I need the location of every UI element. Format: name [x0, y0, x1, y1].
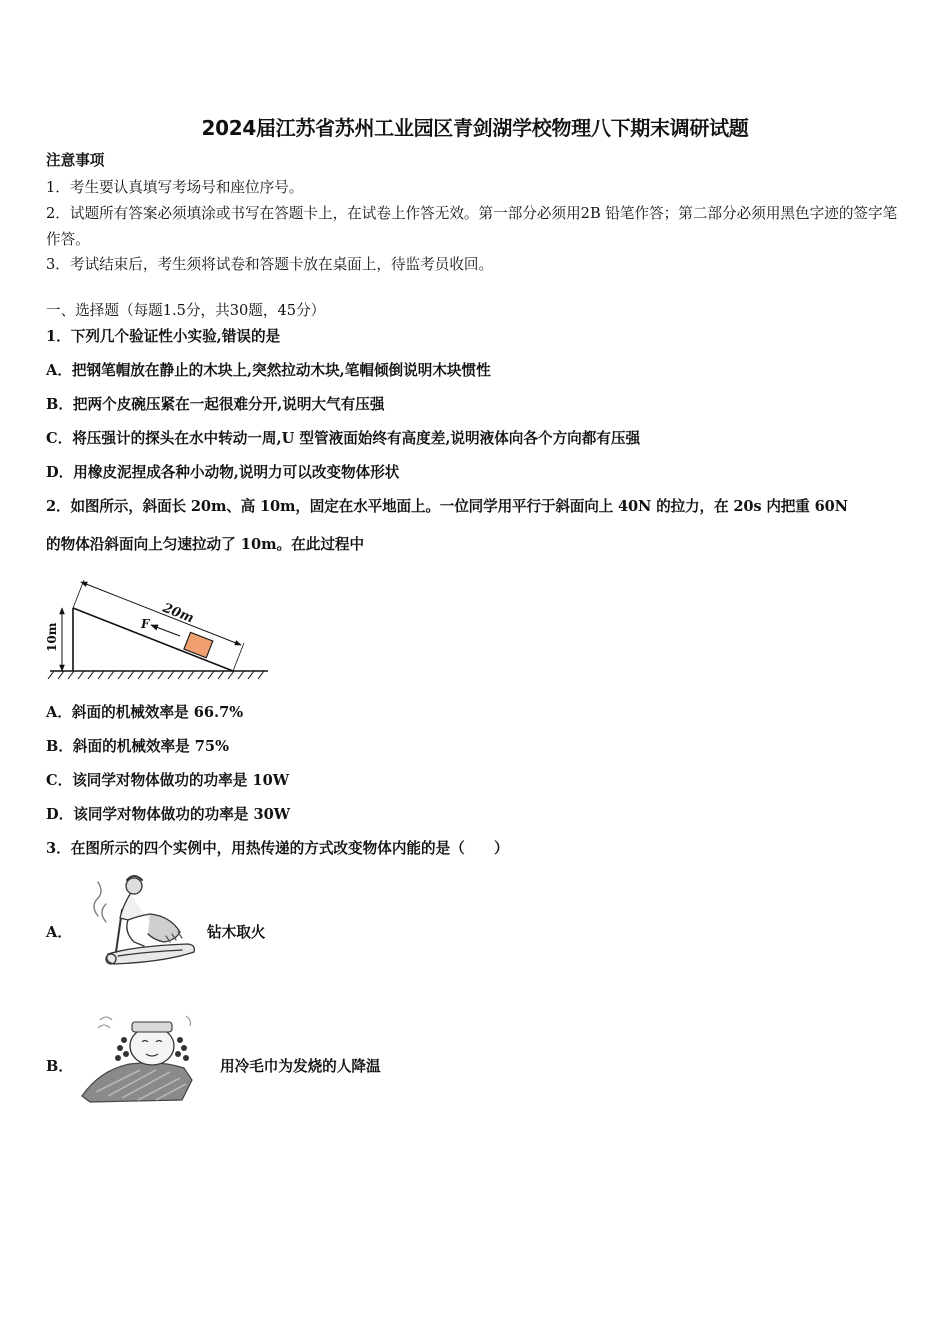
option: D．用橡皮泥捏成各种小动物,说明力可以改变物体形状	[46, 464, 400, 481]
option: D．该同学对物体做功的功率是 30W	[46, 806, 291, 823]
smoke	[102, 904, 106, 922]
option: A．斜面的机械效率是 66.7%	[46, 704, 244, 721]
question-stem-continued: 的物体沿斜面向上匀速拉动了 10m。在此过程中	[46, 536, 365, 553]
section-heading: 一、选择题（每题1.5分，共30题，45分）	[46, 302, 326, 319]
option-caption: 用冷毛巾为发烧的人降温	[220, 1058, 381, 1075]
log	[107, 944, 195, 964]
option: C．将压强计的探头在水中转动一周,U 型管液面始终有高度差,说明液体向各个方向都有压强	[46, 430, 641, 447]
question-stem: 1．下列几个验证性小实验,错误的是	[46, 328, 281, 345]
head	[126, 878, 142, 894]
towel	[132, 1022, 172, 1032]
force-label: F	[141, 617, 150, 631]
option: B．斜面的机械效率是 75%	[46, 738, 229, 755]
notice-item: 2．试题所有答案必须填涂或书写在答题卡上，在试卷上作答无效。第一部分必须用2B 铅笔作答；第二部分必须用黑色字迹的签字笔作答。	[46, 205, 898, 248]
page-title: 2024届江苏省苏州工业园区青剑湖学校物理八下期末调研试题	[201, 116, 749, 140]
blanket	[82, 1063, 192, 1102]
force-arrow	[151, 625, 180, 636]
question-stem: 2．如图所示，斜面长 20m、高 10m，固定在水平地面上。一位同学用平行于斜面向上 40N 的拉力，在 20s 内把重 60N	[46, 498, 848, 515]
option-letter: A．	[46, 924, 72, 941]
option: B．把两个皮碗压紧在一起很难分开,说明大气有压强	[46, 396, 385, 413]
length-label: 20m	[160, 600, 196, 627]
cold-towel-illustration	[80, 1008, 210, 1104]
notice-item: 3．考试结束后，考生须将试卷和答题卡放在桌面上，待监考员收回。	[46, 256, 494, 273]
option: A．把钢笔帽放在静止的木块上,突然拉动木块,笔帽倾倒说明木块惯性	[46, 362, 491, 379]
height-label: 10m	[45, 622, 59, 652]
ground-hatching	[48, 671, 264, 679]
notice-heading: 注意事项	[46, 152, 105, 169]
drill-fire-illustration	[84, 872, 200, 968]
heat-marks	[98, 1017, 112, 1028]
option-caption: 钻木取火	[207, 924, 266, 941]
arm	[127, 920, 144, 946]
option-letter: B．	[46, 1058, 73, 1075]
face	[130, 1027, 174, 1065]
incline-figure	[40, 570, 272, 692]
question-stem: 3．在图所示的四个实例中，用热传递的方式改变物体内能的是（ ）	[46, 840, 509, 857]
notice-item: 1．考生要认真填写考场号和座位序号。	[46, 179, 304, 196]
extension-line	[233, 643, 244, 671]
heat-marks	[186, 1016, 191, 1026]
extension-line	[73, 580, 84, 608]
option: C．该同学对物体做功的功率是 10W	[46, 772, 290, 789]
smoke	[94, 882, 101, 916]
